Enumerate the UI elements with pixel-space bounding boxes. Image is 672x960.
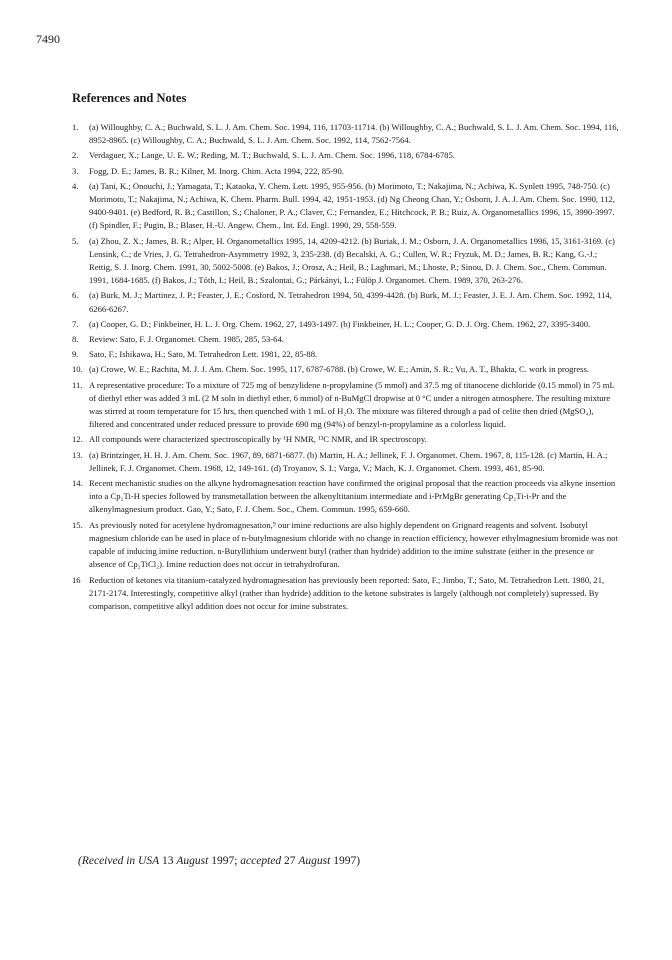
reference-text: (a) Willoughby, C. A.; Buchwald, S. L. J. Am. Chem. Soc. 1994, 116, 11703-11714. (b) Willoughby, C. A.; Buchwald, S. L. J. Am. Chem. Soc. 1994, 116, 8952-8965. (c) Willoughby, C. A.; Buchwald, S. L. J. Am. Chem. Soc. 1992, 114, 7562-7564. [89, 122, 619, 146]
reference-number: 8. [72, 334, 79, 345]
reference-text: As previously noted for acetylene hydromagnesation,⁹ our imine reductions are also highly dependent on Grignard reagents and solvent. Isobutyl magnesium chloride can be used in place of n-butylmagnesium chloride with no change in reaction efficiency, however ethylmagnesium bromide was not capable of inducing imine reduction. n-Butyllithium underwent butyl (rather than hydride) addition to the imine substrate (either in the presence or absence of Cp₂TiCl₂). Imine reduction does not occur in tetrahydrofuran. [89, 519, 618, 570]
reference-text: Reduction of ketones via titanium-catalyzed hydromagnesation has previously been reported: Sato, F.; Jimbo, T.; Sato, M. Tetrahedron Lett. 1980, 21, 2171-2174. Interestingly, competitive alkyl (rather than hydride) addition to the ketone substrates is largely (although not completely) supressed. By comparison, competitive alkyl addition does not occur for imine substrates. [89, 574, 605, 611]
reference-item-12 [72, 433, 620, 446]
received-year: 1997; [208, 855, 241, 867]
reference-number: 1. [72, 122, 79, 132]
reference-number: 6. [72, 290, 79, 301]
reference-item-13 [72, 449, 620, 475]
reference-item-9 [72, 348, 620, 361]
reference-text: (a) Zhou, Z. X.; James, B. R.; Alper, H. Organometallics 1995, 14, 4209-4212. (b) Buriak, J. M.; Osborn, J. A. Organometallics 1996, 15, 3161-3169. (c) Lensink, C.; de Vries, J. G. Tetrahedron-Asymmetry 1992, 3, 235-238. (d) Becalski, A. G.; Cullen, W. R.; Fryzuk, M. D.; James, B. R.; Kang, G.-J.; Rettig, S. J. Inorg. Chem. 1991, 30, 5002-5008. (e) Bakos, J.; Orosz, A.; Heil, B.; Laghmari, M.; Lhoste, P.; Sinou, D. J. Chem. Soc., Chem. Commun. 1991, 1684-1685. (f) Bakos, J.; Tóth, I.; Heil, B.; Szalontai, G.; Párkányi, L.; Fülöp J. Organomet. Chem. 1989, 370, 263-276. [89, 235, 615, 286]
reference-item-16 [72, 574, 620, 614]
reference-item-11 [72, 379, 620, 432]
reference-item-7 [72, 318, 620, 331]
reference-text: A representative procedure: To a mixture of 725 mg of benzylidene n-propylamine (5 mmol) and 37.5 mg of titanocene dichloride (0.15 mmol) in 75 mL of diethyl ether was added 3 mL (2 M soln in diethyl ether, 6 mmol) of n-BuMgCl dropwise at 0 °C under a nitrogen atmosphere. The resulting mixture was stirred at room temperature for 15 hrs, then quenched with 1 mL of H₂O. The mixture was filtered through a pad of celite then dried (MgSO₄), filtered and concentrated under reduced pressure to provide 690 mg (94%) of benzyl-n-propylamine as a colorless liquid. [89, 379, 615, 430]
reference-number: 2. [72, 150, 79, 161]
section-heading: References and Notes [72, 91, 187, 105]
reference-text: Verdaguer, X.; Lange, U. E. W.; Reding, M. T.; Buchwald, S. L. J. Am. Chem. Soc. 1996, 118, 6784-6785. [89, 150, 455, 161]
reference-item-15 [72, 519, 620, 572]
accepted-date: 27 [281, 855, 299, 867]
reference-text: Review: Sato, F. J. Organomet. Chem. 1985, 285, 53-64. [89, 334, 284, 345]
reference-item-2 [72, 149, 620, 162]
reference-text: (a) Cooper, G. D.; Finkbeiner, H. L. J. Org. Chem. 1962, 27, 1493-1497. (b) Finkbeiner, H. L.; Cooper, G. D. J. Org. Chem. 1962, 27, 3395-3400. [89, 318, 591, 329]
reference-item-4 [72, 180, 620, 233]
reference-number: 3. [72, 165, 79, 176]
reference-text: All compounds were characterized spectroscopically by ¹H NMR, ¹³C NMR, and IR spectroscopy. [89, 434, 427, 445]
reference-text: (a) Burk, M. J.; Martinez, J. P.; Feaster, J. E.; Cosford, N. Tetrahedron 1994, 50, 4399-4428. (b) Burk, M. J.; Feaster, J. E. J. Am. Chem. Soc. 1992, 114, 6266-6267. [89, 290, 612, 314]
accepted-month: August [298, 855, 331, 867]
reference-number: 5. [72, 235, 79, 246]
reference-text: Recent mechanistic studies on the alkyne hydromagnesation reaction have confirmed the original proposal that the reaction proceeds via alkyne insertion into a Cp₂Ti-H species followed by transmetallation between the alkenyltitanium intermediate and i-PrMgBr generating Cp₂Ti-i-Pr and the alkenylmagnesium product. Gao, Y.; Sato, F. J. Chem. Soc., Chem. Commun. 1995, 659-660. [89, 478, 616, 515]
reference-item-14 [72, 477, 620, 517]
page-number: 7490 [36, 32, 60, 46]
reference-item-3 [72, 165, 620, 178]
reference-number: 12. [72, 434, 83, 445]
reference-number: 4. [72, 180, 79, 191]
reference-text: Sato, F.; Ishikawa, H.; Sato, M. Tetrahedron Lett. 1981, 22, 85-88. [89, 349, 318, 360]
reference-number: 13. [72, 449, 83, 460]
reference-item-1 [72, 121, 620, 147]
received-prefix: (Received in [78, 855, 139, 867]
reference-number: 10. [72, 364, 83, 375]
reference-item-10 [72, 363, 620, 376]
reference-text: (a) Tani, K.; Onouchi, J.; Yamagata, T.; Kataoka, Y. Chem. Lett. 1995, 955-956. (b) Morimoto, T.; Nakajima, N.; Achiwa, K. Synlett 1995, 748-750. (c) Morimoto, T.; Nakajima, N.; Achiwa, K. Chem. Pharm. Bull. 1994, 42, 1951-1953. (d) Ng Cheong Chan, Y.; Osborn, J. A. J. Am. Chem. Soc. 1990, 112, 9400-9401. (e) Bedford, R. B.; Castillon, S.; Chaloner, P. A.; Claver, C.; Fernandez, E.; Hitchcock, P. B.; Ruiz, A. Organometallics 1996, 15, 3990-3997. (f) Spindler, F.; Pugin, B.; Blaser, H.-U. Angew. Chem., Int. Ed. Engl. 1990, 29, 558-559. [89, 180, 615, 231]
received-line [78, 855, 360, 867]
accepted-year: 1997) [330, 855, 361, 867]
reference-number: 11. [72, 379, 83, 390]
accepted-prefix: accepted [240, 855, 282, 867]
reference-text: (a) Brintzinger, H. H. J. Am. Chem. Soc. 1967, 89, 6871-6877. (b) Martin, H. A.; Jellinek, F. J. Organomet. Chem. 1967, 8, 115-128. (c) Martin, H. A.; Jellinek, F. J. Organomet. Chem. 1968, 12, 149-161. (d) Troyanov, S. I.; Varga, V.; Mach, K. J. Organomet. Chem. 1993, 461, 85-90. [89, 449, 608, 473]
reference-number: 15. [72, 519, 83, 530]
reference-item-5 [72, 235, 620, 288]
received-date: 13 [159, 855, 177, 867]
reference-number: 16 [72, 574, 81, 585]
reference-number: 9. [72, 349, 79, 360]
received-month: August [176, 855, 209, 867]
received-country: USA [138, 855, 160, 867]
reference-number: 14. [72, 478, 83, 489]
reference-text: Fogg, D. E.; James, B. R.; Kilner, M. Inorg. Chim. Acta 1994, 222, 85-90. [89, 165, 344, 176]
reference-text: (a) Crowe, W. E.; Rachita, M. J. J. Am. Chem. Soc. 1995, 117, 6787-6788. (b) Crowe, W. E.; Amin, S. R.; Vu, A. T., Bhakta, C. work in progress. [89, 364, 589, 375]
reference-item-8 [72, 333, 620, 346]
reference-item-6 [72, 289, 620, 315]
reference-list [72, 121, 620, 615]
reference-number: 7. [72, 318, 79, 329]
